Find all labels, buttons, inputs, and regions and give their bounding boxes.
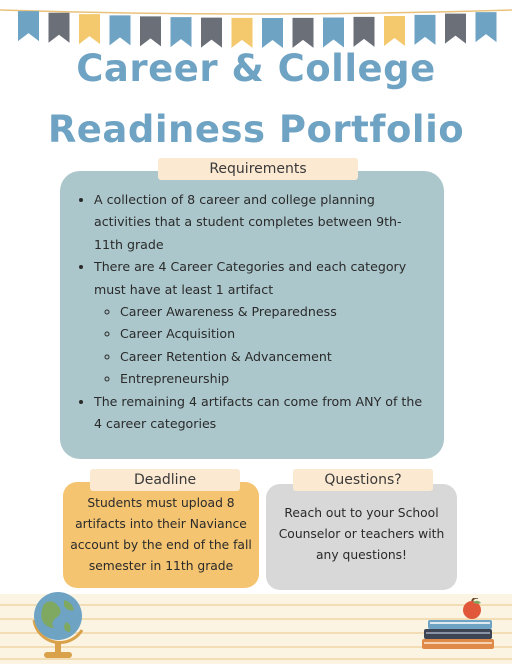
bunting-flag [18,11,39,41]
requirements-list [82,189,426,435]
requirement-item: • The remaining 4 artifacts can come from ANY of the 4 career categories [94,391,426,436]
bunting-flag [262,18,283,48]
bunting-decoration [0,0,512,50]
career-categories-list [94,301,426,391]
questions-heading: Questions? [293,469,433,491]
requirement-item [94,256,426,390]
bunting-flag [110,15,131,45]
bunting-flag [354,17,375,47]
bunting-flag [384,16,405,46]
bunting-flag [415,15,436,45]
bunting-flag [232,18,253,48]
bunting-flag [79,14,100,44]
bunting-flag [293,18,314,48]
bunting-flag [201,18,222,48]
title-line-2: Readiness Portfolio [47,108,465,151]
requirements-box [60,171,444,459]
bunting-flag [445,14,466,44]
category-item: ◦ Career Acquisition [120,323,426,345]
questions-box: Reach out to your School Counselor or teachers with any questions! [266,484,457,590]
category-item: ◦ Career Retention & Advancement [120,346,426,368]
requirements-heading: Requirements [158,158,358,180]
books-and-apple-icon [420,598,496,658]
requirement-item: • A collection of 8 career and college planning activities that a student completes between 9th-11th grade [94,189,426,256]
bunting-flag [171,17,192,47]
title-line-1: Career & College [76,47,436,90]
deadline-box: Students must upload 8 artifacts into their Naviance account by the end of the fall semester in 11th grade [63,482,259,588]
bunting-flag [49,13,70,43]
bunting-flag [140,16,161,46]
deadline-heading: Deadline [90,469,240,491]
bunting-flag [323,17,344,47]
bunting-flag [476,12,497,42]
globe-icon [26,586,90,664]
requirement-item-text: There are 4 Career Categories and each category must have at least 1 artifact [94,259,407,297]
category-item: ◦ Career Awareness & Preparedness [120,301,426,323]
category-item: ◦ Entrepreneurship [120,368,426,390]
